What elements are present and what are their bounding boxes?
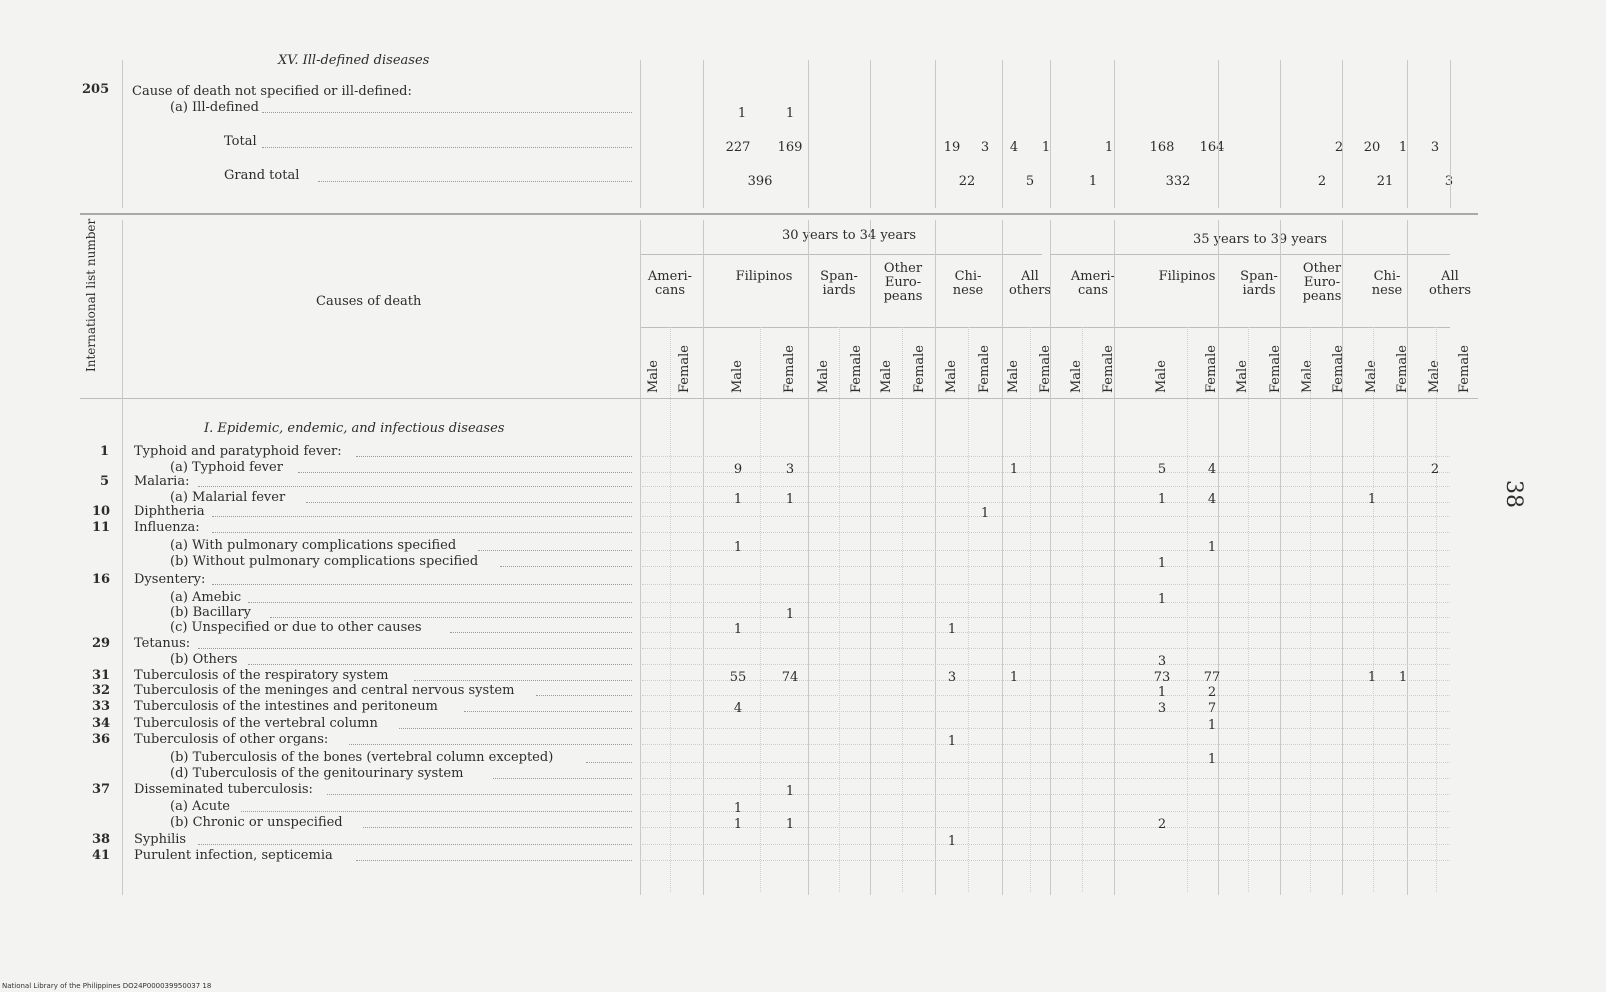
row-code: 11	[92, 520, 111, 535]
grid-line	[640, 220, 641, 895]
data-cell: 1	[785, 817, 795, 832]
row-leader	[198, 486, 632, 487]
data-cell: 55	[729, 670, 747, 685]
row-cell-leader	[642, 811, 1450, 812]
row-leader	[198, 844, 632, 845]
data-cell: 3	[785, 462, 795, 477]
grand-total-value: 2	[1317, 174, 1327, 189]
data-cell: 9	[733, 462, 743, 477]
nationality-header: Chi- nese	[952, 269, 984, 298]
row-code: 41	[92, 848, 111, 863]
grid-line	[902, 327, 903, 892]
age-group-35-39: 35 years to 39 years	[1193, 232, 1328, 247]
female-header: Female	[1395, 345, 1410, 393]
international-list-number-header: International list number	[84, 218, 98, 372]
male-header: Male	[944, 360, 959, 393]
grid-line	[1050, 60, 1051, 208]
grid-line	[1407, 60, 1408, 208]
sub-ill-defined: (a) Ill-defined	[170, 100, 259, 115]
data-cell: 1	[1207, 752, 1217, 767]
row-leader	[212, 584, 632, 585]
grid-line	[1218, 60, 1219, 208]
row-cell-leader	[642, 844, 1450, 845]
row-cell-leader	[642, 762, 1450, 763]
data-cell: 73	[1153, 670, 1171, 685]
row-code: 33	[92, 699, 111, 714]
sub-value-2: 1	[785, 106, 795, 121]
data-cell: 3	[1157, 701, 1167, 716]
data-cell: 1	[785, 784, 795, 799]
row-leader	[349, 744, 632, 745]
row-code: 16	[92, 572, 111, 587]
nationality-header: Ameri- cans	[1070, 269, 1116, 298]
row-code: 31	[92, 668, 111, 683]
total-value: 1	[1398, 140, 1408, 155]
data-cell: 1	[1157, 685, 1167, 700]
data-cell: 3	[947, 670, 957, 685]
row-cell-leader	[642, 664, 1450, 665]
row-code: 38	[92, 832, 111, 847]
row-code: 37	[92, 782, 111, 797]
data-cell: 3	[1157, 654, 1167, 669]
row-cell-leader	[642, 617, 1450, 618]
age-group-30-34: 30 years to 34 years	[782, 228, 917, 243]
grand-total-label: Grand total	[224, 168, 300, 183]
row-label: (b) Tuberculosis of the bones (vertebral column excepted)	[170, 750, 554, 765]
grid-line	[760, 327, 761, 892]
data-cell: 1	[947, 734, 957, 749]
row-label: (a) Acute	[170, 799, 230, 814]
data-cell: 1	[1157, 592, 1167, 607]
male-header: Male	[1300, 360, 1315, 393]
female-header: Female	[782, 345, 797, 393]
data-cell: 7	[1207, 701, 1217, 716]
row-code: 32	[92, 683, 111, 698]
row-leader	[399, 728, 632, 729]
data-cell: 1	[1009, 462, 1019, 477]
row-cell-leader	[642, 486, 1450, 487]
row-leader	[306, 502, 632, 503]
grid-line	[122, 220, 123, 895]
row-label: Disseminated tuberculosis:	[134, 782, 313, 797]
row-cell-leader	[642, 516, 1450, 517]
row-label: Diphtheria	[134, 504, 205, 519]
data-cell: 1	[733, 540, 743, 555]
causes-of-death-header: Causes of death	[316, 294, 422, 309]
grid-line	[1310, 327, 1311, 892]
grid-line	[1373, 327, 1374, 892]
row-label: (a) Typhoid fever	[170, 460, 283, 475]
row-cell-leader	[642, 728, 1450, 729]
nationality-header: Chi- nese	[1371, 269, 1403, 298]
grid-line	[935, 60, 936, 208]
nationality-header: Other Euro- peans	[1302, 261, 1342, 304]
code-205: 205	[82, 82, 110, 97]
grid-line	[1114, 60, 1115, 208]
grid-line	[703, 60, 704, 208]
total-value: 19	[943, 140, 961, 155]
row-label: (b) Chronic or unspecified	[170, 815, 343, 830]
row-leader	[464, 711, 632, 712]
nationality-header: Ameri- cans	[647, 269, 693, 298]
grid-line	[1002, 60, 1003, 208]
row-cell-leader	[642, 472, 1450, 473]
row-leader	[500, 566, 632, 567]
total-value: 3	[1430, 140, 1440, 155]
nationality-header: Span- iards	[820, 269, 858, 298]
grid-line	[640, 327, 1450, 328]
grid-line	[1187, 327, 1188, 892]
section-title-xv: XV. Ill-defined diseases	[278, 53, 430, 68]
row-label: Tuberculosis of the vertebral column	[134, 716, 378, 731]
row-cell-leader	[642, 456, 1450, 457]
row-cell-leader	[642, 632, 1450, 633]
row-cell-leader	[642, 860, 1450, 861]
grid-line	[1450, 60, 1451, 208]
grid-line	[670, 327, 671, 892]
male-header: Male	[1235, 360, 1250, 393]
footer-watermark: National Library of the Philippines DO24P000039950037 18	[2, 982, 212, 990]
data-cell: 4	[733, 701, 743, 716]
male-header: Male	[730, 360, 745, 393]
data-cell: 1	[980, 506, 990, 521]
grid-line	[640, 254, 1042, 255]
grand-total-value: 332	[1165, 174, 1191, 189]
male-header: Male	[879, 360, 894, 393]
data-cell: 1	[785, 607, 795, 622]
grid-line	[1280, 60, 1281, 208]
row-leader	[536, 695, 632, 696]
row-leader	[212, 532, 632, 533]
sub-value-1: 1	[737, 106, 747, 121]
row-leader	[450, 632, 632, 633]
row-code: 5	[100, 474, 110, 489]
grid-line	[80, 398, 1478, 399]
data-cell: 1	[733, 817, 743, 832]
data-cell: 4	[1207, 462, 1217, 477]
row-leader	[298, 472, 632, 473]
row-cell-leader	[642, 566, 1450, 567]
female-header: Female	[1268, 345, 1283, 393]
nationality-header: All others	[1428, 269, 1471, 298]
row-cell-leader	[642, 711, 1450, 712]
row-label: Typhoid and paratyphoid fever:	[134, 444, 342, 459]
total-value: 168	[1149, 140, 1175, 155]
male-header: Male	[646, 360, 661, 393]
section-epidemic: I. Epidemic, endemic, and infectious diseases	[204, 421, 505, 436]
row-cell-leader	[642, 584, 1450, 585]
grid-line	[122, 60, 123, 208]
row-cell-leader	[642, 532, 1450, 533]
data-cell: 1	[947, 622, 957, 637]
row-label: Tuberculosis of the respiratory system	[134, 668, 389, 683]
total-value: 169	[777, 140, 803, 155]
nationality-header: All others	[1008, 269, 1051, 298]
row-label: Tuberculosis of the meninges and central nervous system	[134, 683, 515, 698]
total-value: 1	[1041, 140, 1051, 155]
total-value: 227	[725, 140, 751, 155]
grand-total-value: 5	[1025, 174, 1035, 189]
row-label: (a) Malarial fever	[170, 490, 286, 505]
grid-line	[808, 60, 809, 208]
data-cell: 77	[1203, 670, 1221, 685]
row-label: (a) Amebic	[170, 590, 242, 605]
nationality-header: Filipinos	[735, 269, 793, 284]
male-header: Male	[1006, 360, 1021, 393]
data-cell: 4	[1207, 492, 1217, 507]
data-cell: 1	[733, 622, 743, 637]
female-header: Female	[1457, 345, 1472, 393]
total-value: 4	[1009, 140, 1019, 155]
row-label: (b) Bacillary	[170, 605, 251, 620]
row-label: (b) Others	[170, 652, 238, 667]
grid-line	[870, 60, 871, 208]
grid-line	[1342, 60, 1343, 208]
total-label: Total	[224, 134, 257, 149]
row-label: Tetanus:	[134, 636, 191, 651]
row-cell-leader	[642, 794, 1450, 795]
row-cell-leader	[642, 550, 1450, 551]
female-header: Female	[1101, 345, 1116, 393]
row-label: Tuberculosis of the intestines and peritoneum	[134, 699, 438, 714]
grand-total-value: 3	[1444, 174, 1454, 189]
row-leader	[414, 680, 632, 681]
row-leader	[248, 602, 632, 603]
grand-total-value: 22	[958, 174, 976, 189]
row-leader	[356, 456, 632, 457]
grid-line	[968, 327, 969, 892]
cause-205: Cause of death not specified or ill-defined:	[132, 84, 412, 99]
data-cell: 1	[947, 834, 957, 849]
total-value: 1	[1104, 140, 1114, 155]
row-cell-leader	[642, 602, 1450, 603]
nationality-header: Span- iards	[1240, 269, 1278, 298]
row-cell-leader	[642, 648, 1450, 649]
row-label: (d) Tuberculosis of the genitourinary system	[170, 766, 464, 781]
row-label: Malaria:	[134, 474, 190, 489]
total-value: 2	[1334, 140, 1344, 155]
female-header: Female	[977, 345, 992, 393]
row-code: 10	[92, 504, 111, 519]
row-cell-leader	[642, 744, 1450, 745]
row-leader	[356, 860, 632, 861]
row-leader	[241, 811, 632, 812]
grand-total-value: 1	[1088, 174, 1098, 189]
grid-line	[1248, 327, 1249, 892]
total-value: 20	[1363, 140, 1381, 155]
row-leader	[270, 617, 632, 618]
row-label: Dysentery:	[134, 572, 206, 587]
data-cell: 1	[733, 492, 743, 507]
data-cell: 5	[1157, 462, 1167, 477]
data-cell: 1	[785, 492, 795, 507]
total-value: 164	[1199, 140, 1225, 155]
data-cell: 1	[1207, 718, 1217, 733]
male-header: Male	[1069, 360, 1084, 393]
male-header: Male	[1364, 360, 1379, 393]
female-header: Female	[849, 345, 864, 393]
row-code: 34	[92, 716, 111, 731]
row-leader	[248, 664, 632, 665]
grid-line	[640, 60, 641, 208]
data-cell: 1	[1157, 492, 1167, 507]
data-cell: 1	[1398, 670, 1408, 685]
page-number: 38	[1501, 480, 1526, 508]
female-header: Female	[1331, 345, 1346, 393]
row-cell-leader	[642, 680, 1450, 681]
data-cell: 2	[1430, 462, 1440, 477]
data-cell: 1	[1367, 492, 1377, 507]
total-value: 3	[980, 140, 990, 155]
row-leader	[198, 648, 632, 649]
female-header: Female	[677, 345, 692, 393]
grand-total-value: 396	[747, 174, 773, 189]
row-label: (c) Unspecified or due to other causes	[170, 620, 422, 635]
row-cell-leader	[642, 502, 1450, 503]
row-code: 29	[92, 636, 111, 651]
row-label: (a) With pulmonary complications specified	[170, 538, 457, 553]
grand-total-value: 21	[1376, 174, 1394, 189]
row-leader	[493, 778, 632, 779]
data-cell: 1	[1009, 670, 1019, 685]
data-cell: 74	[781, 670, 799, 685]
row-leader	[212, 516, 632, 517]
female-header: Female	[1204, 345, 1219, 393]
row-label: Influenza:	[134, 520, 200, 535]
row-cell-leader	[642, 827, 1450, 828]
female-header: Female	[912, 345, 927, 393]
row-leader	[478, 550, 632, 551]
data-cell: 2	[1157, 817, 1167, 832]
data-cell: 1	[733, 801, 743, 816]
grid-line	[839, 327, 840, 892]
row-code: 36	[92, 732, 111, 747]
row-leader	[586, 762, 632, 763]
grid-line	[1050, 254, 1450, 255]
grid-line	[1082, 327, 1083, 892]
data-cell: 1	[1157, 556, 1167, 571]
row-label: Syphilis	[134, 832, 187, 847]
row-cell-leader	[642, 695, 1450, 696]
row-code: 1	[100, 444, 110, 459]
data-cell: 1	[1367, 670, 1377, 685]
data-cell: 1	[1207, 540, 1217, 555]
male-header: Male	[1154, 360, 1169, 393]
row-label: Purulent infection, septicemia	[134, 848, 333, 863]
nationality-header: Filipinos	[1158, 269, 1216, 284]
row-cell-leader	[642, 778, 1450, 779]
male-header: Male	[816, 360, 831, 393]
male-header: Male	[1427, 360, 1442, 393]
row-leader	[363, 827, 632, 828]
row-leader	[327, 794, 632, 795]
row-label: Tuberculosis of other organs:	[134, 732, 329, 747]
data-cell: 2	[1207, 685, 1217, 700]
grid-line	[1030, 327, 1031, 892]
female-header: Female	[1038, 345, 1053, 393]
row-label: (b) Without pulmonary complications specified	[170, 554, 479, 569]
nationality-header: Other Euro- peans	[883, 261, 923, 304]
grid-line	[1436, 327, 1437, 892]
